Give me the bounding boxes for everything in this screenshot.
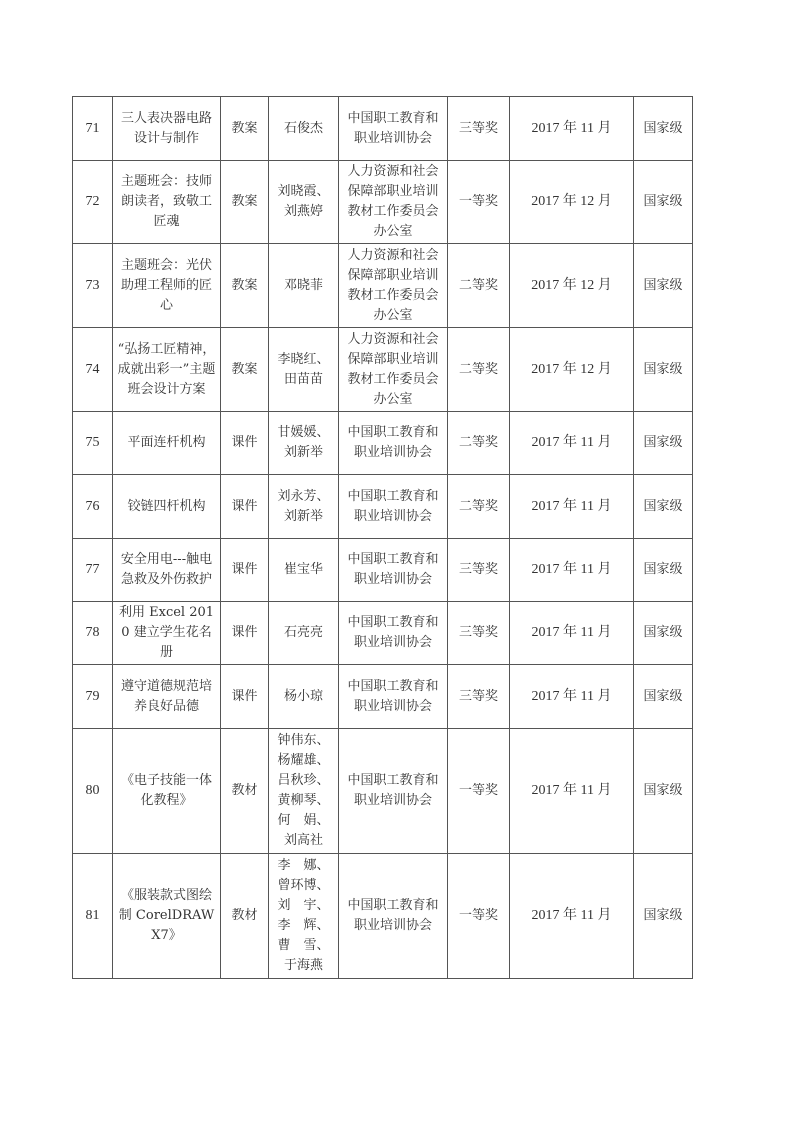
author-name: 刘晓霞、 <box>277 184 330 199</box>
award-level: 国家级 <box>634 97 693 161</box>
author-name: 石俊杰 <box>283 120 323 136</box>
work-title: 《服装款式图绘制 CorelDRAW X7》 <box>113 854 221 979</box>
organizer: 人力资源和社会保障部职业培训教材工作委员会办公室 <box>339 328 448 412</box>
table-body <box>73 97 693 979</box>
author-name: 何 娟、 <box>277 813 330 828</box>
award-grade: 一等奖 <box>448 729 510 854</box>
author-name: 杨小琼 <box>283 688 323 704</box>
table-row <box>73 328 693 412</box>
authors <box>269 475 339 539</box>
work-title: 安全用电---触电急救及外伤救护 <box>113 539 221 602</box>
award-grade: 二等奖 <box>448 475 510 539</box>
authors <box>269 602 339 665</box>
award-grade: 一等奖 <box>448 854 510 979</box>
row-number: 78 <box>73 602 113 665</box>
table-row <box>73 665 693 729</box>
work-title: 主题班会：技师朗读者，致敬工匠魂 <box>113 161 221 244</box>
work-title: “弘扬工匠精神，成就出彩一”主题班会设计方案 <box>113 328 221 412</box>
author-name: 李 辉、 <box>277 918 330 933</box>
row-number: 71 <box>73 97 113 161</box>
work-type: 教案 <box>221 97 269 161</box>
author-name: 刘新举 <box>283 445 323 460</box>
award-date: 2017 年 12 月 <box>510 161 634 244</box>
award-grade: 三等奖 <box>448 665 510 729</box>
author-name: 邓晓菲 <box>283 277 323 293</box>
table-row <box>73 412 693 475</box>
work-title: 三人表决器电路设计与制作 <box>113 97 221 161</box>
author-name: 于海燕 <box>283 958 323 973</box>
organizer: 人力资源和社会保障部职业培训教材工作委员会办公室 <box>339 161 448 244</box>
organizer: 中国职工教育和职业培训协会 <box>339 665 448 729</box>
award-date: 2017 年 11 月 <box>510 602 634 665</box>
authors <box>269 412 339 475</box>
organizer: 中国职工教育和职业培训协会 <box>339 854 448 979</box>
award-level: 国家级 <box>634 475 693 539</box>
work-type: 教案 <box>221 161 269 244</box>
author-name: 曾环博、 <box>277 878 330 893</box>
author-name: 甘媛媛、 <box>277 425 330 440</box>
work-title: 铰链四杆机构 <box>113 475 221 539</box>
organizer: 中国职工教育和职业培训协会 <box>339 729 448 854</box>
award-grade: 三等奖 <box>448 602 510 665</box>
authors <box>269 665 339 729</box>
award-level: 国家级 <box>634 161 693 244</box>
table-row <box>73 161 693 244</box>
authors <box>269 97 339 161</box>
work-type: 教材 <box>221 729 269 854</box>
row-number: 73 <box>73 244 113 328</box>
organizer: 中国职工教育和职业培训协会 <box>339 475 448 539</box>
organizer: 中国职工教育和职业培训协会 <box>339 412 448 475</box>
award-grade: 一等奖 <box>448 161 510 244</box>
work-type: 课件 <box>221 412 269 475</box>
organizer: 中国职工教育和职业培训协会 <box>339 539 448 602</box>
award-level: 国家级 <box>634 539 693 602</box>
author-name: 田苗苗 <box>283 371 323 387</box>
author-name: 杨耀雄、 <box>277 753 330 768</box>
award-level: 国家级 <box>634 729 693 854</box>
award-date: 2017 年 12 月 <box>510 328 634 412</box>
author-name: 刘燕婷 <box>283 204 323 219</box>
author-name: 李 娜、 <box>277 858 330 873</box>
author-name: 刘高社 <box>283 833 323 848</box>
work-title: 利用 Excel 2010 建立学生花名册 <box>113 602 221 665</box>
award-grade: 二等奖 <box>448 412 510 475</box>
table-row <box>73 244 693 328</box>
authors <box>269 539 339 602</box>
author-name: 曹 雪、 <box>277 938 330 953</box>
work-title: 主题班会：光伏助理工程师的匠心 <box>113 244 221 328</box>
award-grade: 三等奖 <box>448 539 510 602</box>
work-title: 平面连杆机构 <box>113 412 221 475</box>
table-row <box>73 475 693 539</box>
authors <box>269 244 339 328</box>
author-name: 吕秋珍、 <box>277 773 330 788</box>
table-row <box>73 539 693 602</box>
table-row <box>73 97 693 161</box>
row-number: 80 <box>73 729 113 854</box>
award-date: 2017 年 11 月 <box>510 665 634 729</box>
row-number: 76 <box>73 475 113 539</box>
work-type: 教案 <box>221 244 269 328</box>
row-number: 72 <box>73 161 113 244</box>
award-level: 国家级 <box>634 412 693 475</box>
author-name: 刘 宇、 <box>277 898 330 913</box>
row-number: 74 <box>73 328 113 412</box>
award-date: 2017 年 11 月 <box>510 729 634 854</box>
organizer: 中国职工教育和职业培训协会 <box>339 602 448 665</box>
author-name: 石亮亮 <box>283 625 323 640</box>
author-name: 崔宝华 <box>283 562 323 577</box>
award-level: 国家级 <box>634 854 693 979</box>
award-date: 2017 年 11 月 <box>510 475 634 539</box>
authors <box>269 854 339 979</box>
organizer: 中国职工教育和职业培训协会 <box>339 97 448 161</box>
row-number: 81 <box>73 854 113 979</box>
authors <box>269 161 339 244</box>
author-name: 刘新举 <box>283 508 323 524</box>
row-number: 77 <box>73 539 113 602</box>
award-date: 2017 年 11 月 <box>510 412 634 475</box>
award-level: 国家级 <box>634 602 693 665</box>
award-level: 国家级 <box>634 244 693 328</box>
award-grade: 三等奖 <box>448 97 510 161</box>
work-type: 课件 <box>221 539 269 602</box>
award-date: 2017 年 11 月 <box>510 97 634 161</box>
work-type: 课件 <box>221 475 269 539</box>
authors <box>269 729 339 854</box>
table-row <box>73 854 693 979</box>
awards-table <box>72 96 693 979</box>
work-type: 课件 <box>221 665 269 729</box>
row-number: 75 <box>73 412 113 475</box>
award-grade: 二等奖 <box>448 328 510 412</box>
author-name: 刘永芳、 <box>277 488 330 504</box>
award-level: 国家级 <box>634 665 693 729</box>
award-date: 2017 年 11 月 <box>510 854 634 979</box>
award-grade: 二等奖 <box>448 244 510 328</box>
table-row <box>73 602 693 665</box>
table-row <box>73 729 693 854</box>
organizer: 人力资源和社会保障部职业培训教材工作委员会办公室 <box>339 244 448 328</box>
work-type: 教材 <box>221 854 269 979</box>
row-number: 79 <box>73 665 113 729</box>
award-date: 2017 年 11 月 <box>510 539 634 602</box>
work-title: 《电子技能一体化教程》 <box>113 729 221 854</box>
author-name: 黄柳琴、 <box>277 793 330 808</box>
author-name: 钟伟东、 <box>277 733 330 748</box>
work-type: 课件 <box>221 602 269 665</box>
work-title: 遵守道德规范培养良好品德 <box>113 665 221 729</box>
award-date: 2017 年 12 月 <box>510 244 634 328</box>
author-name: 李晓红、 <box>277 351 330 367</box>
authors <box>269 328 339 412</box>
award-level: 国家级 <box>634 328 693 412</box>
work-type: 教案 <box>221 328 269 412</box>
